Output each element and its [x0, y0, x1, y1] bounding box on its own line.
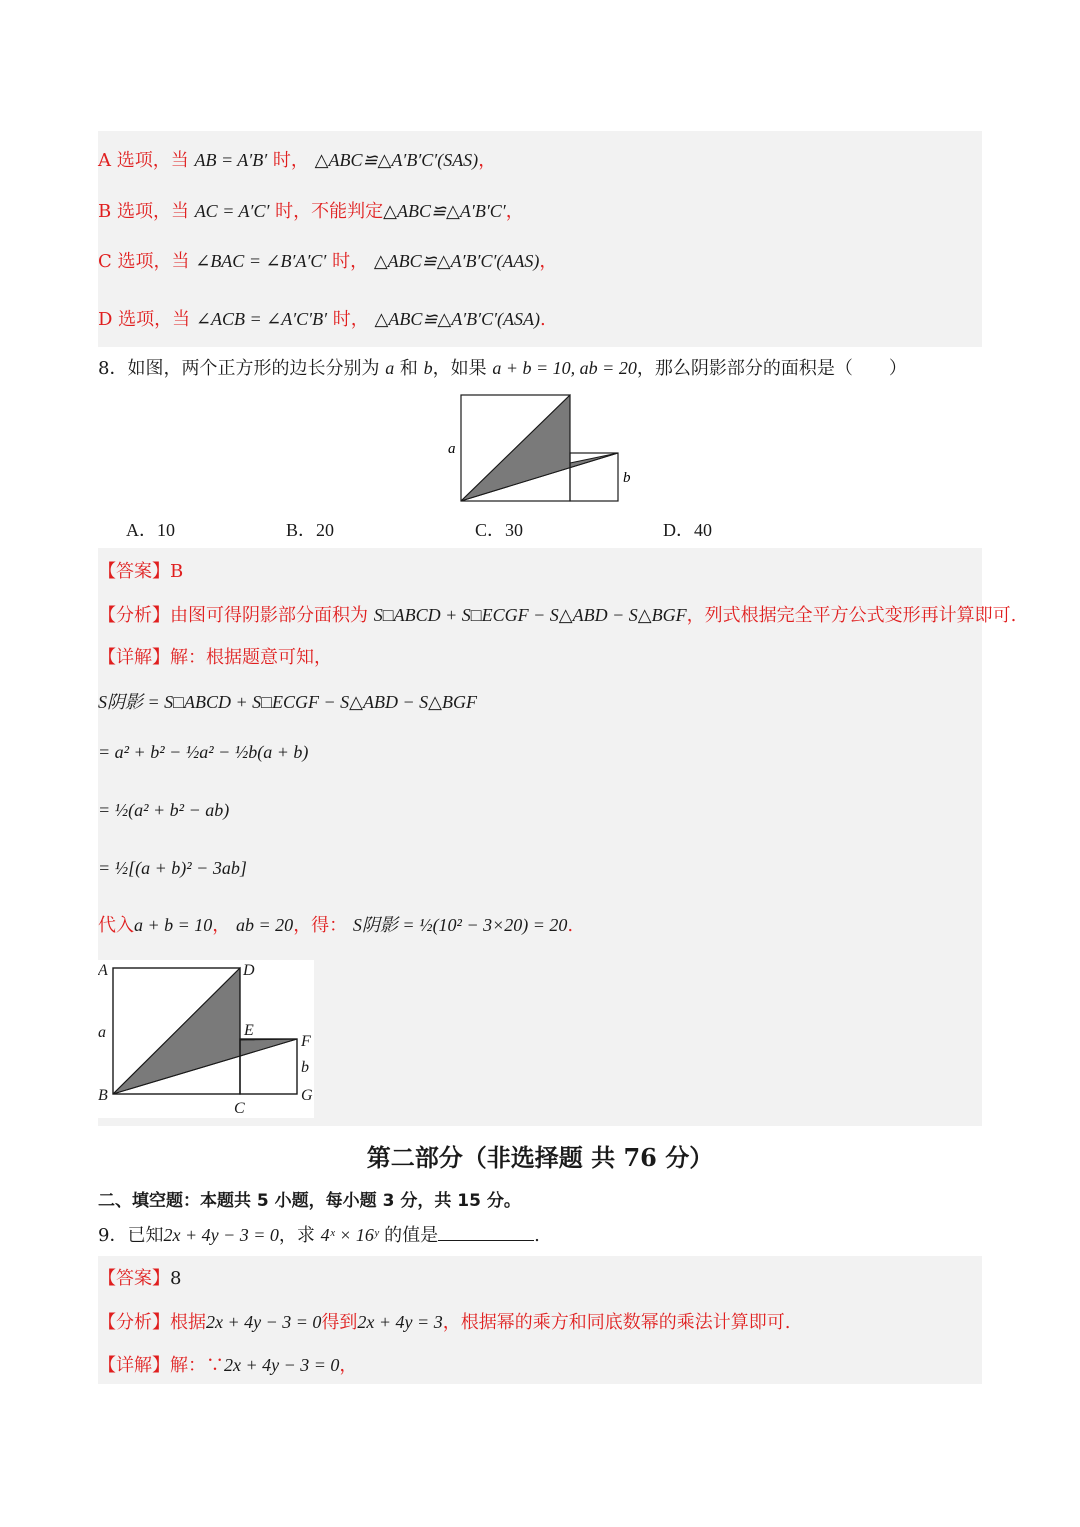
step-4: = ½[(a + b)² − 3ab] — [98, 858, 247, 878]
answer8-detail: 【详解】解：根据题意可知， — [98, 647, 332, 668]
congruence-formula: △ABC≌△A′B′C′(AAS) — [373, 251, 540, 271]
condition-formula: AB = A′B′ — [194, 150, 268, 170]
condition-formula: AC = A′C′ — [194, 201, 270, 221]
answer8-answer: 【答案】B — [98, 561, 184, 582]
question8-stem: 8．如图，两个正方形的边长分别为 a 和 b，如果 a + b = 10, ab = 20，那么阴影部分的面积是（ ） — [98, 358, 907, 379]
substitution-line: 代入a + b = 10， ab = 20，得： S阴影 = ½(10² − 3×20) = 20. — [98, 915, 574, 936]
label-C: C — [234, 1100, 245, 1117]
option-d[interactable]: D．40 — [663, 520, 712, 540]
question8-figure — [440, 390, 640, 505]
label-D: D — [243, 962, 255, 979]
label-b: b — [301, 1059, 309, 1076]
label-B: B — [98, 1087, 108, 1104]
solution7-option-d: D 选项，当 ∠ACB = ∠A′C′B′ 时， △ABC≌△A′B′C′(ASA). — [98, 309, 546, 330]
label-G: G — [301, 1087, 313, 1104]
option-a[interactable]: A．10 — [126, 520, 175, 540]
solution7-option-b: B 选项，当 AC = A′C′ 时，不能判定△ABC≌△A′B′C′， — [98, 201, 524, 222]
congruence-formula: △ABC≌△A′B′C′ — [383, 201, 506, 221]
answer9-detail: 【详解】解：∵2x + 4y − 3 = 0， — [98, 1355, 358, 1376]
shaded-region — [461, 395, 618, 501]
answer9-analysis: 【分析】根据2x + 4y − 3 = 0得到2x + 4y = 3，根据幂的乘方和同底数幂的乘法计算即可. — [98, 1312, 791, 1333]
label-a: a — [448, 441, 456, 457]
condition-formula: ∠ACB = ∠A′C′B′ — [195, 309, 328, 329]
condition-formula: a + b = 10, ab = 20 — [492, 358, 637, 378]
question9-stem: 9．已知2x + 4y − 3 = 0，求 4ˣ × 16ʸ 的值是 . — [98, 1222, 540, 1248]
solution7-option-a: A 选项，当 AB = A′B′ 时， △ABC≌△A′B′C′(SAS)， — [98, 150, 497, 171]
step-2: = a² + b² − ½a² − ½b(a + b) — [98, 742, 309, 762]
section-title: 二、填空题：本题共 5 小题，每小题 3 分，共 15 分。 — [98, 1191, 521, 1211]
answer9-answer: 【答案】8 — [98, 1268, 182, 1289]
step-1: S阴影 = S□ABCD + S□ECGF − S△ABD − S△BGF — [98, 692, 477, 712]
answer8-figure — [98, 960, 314, 1118]
answer-blank[interactable] — [438, 1222, 534, 1241]
option-c[interactable]: C．30 — [475, 520, 524, 540]
condition-formula: ∠BAC = ∠B′A′C′ — [195, 251, 327, 271]
label-A: A — [98, 962, 108, 979]
label-b: b — [623, 470, 631, 486]
label-a: a — [98, 1024, 106, 1041]
step-3: = ½(a² + b² − ab) — [98, 800, 230, 820]
label-E: E — [244, 1022, 254, 1039]
label-F: F — [301, 1033, 311, 1050]
part2-heading: 第二部分（非选择题 共 76 分） — [366, 1143, 714, 1172]
answer8-analysis: 【分析】由图可得阴影部分面积为 S□ABCD + S□ECGF − S△ABD − S△BGF，列式根据完全平方公式变形再计算即可. — [98, 605, 1017, 626]
congruence-formula: △ABC≌△A′B′C′(ASA) — [374, 309, 541, 329]
area-formula: S□ABCD + S□ECGF − S△ABD − S△BGF — [373, 605, 687, 625]
option-b[interactable]: B．20 — [286, 520, 335, 540]
congruence-formula: △ABC≌△A′B′C′(SAS) — [314, 150, 479, 170]
solution7-option-c: C 选项，当 ∠BAC = ∠B′A′C′ 时， △ABC≌△A′B′C′(AAS)， — [98, 251, 558, 272]
